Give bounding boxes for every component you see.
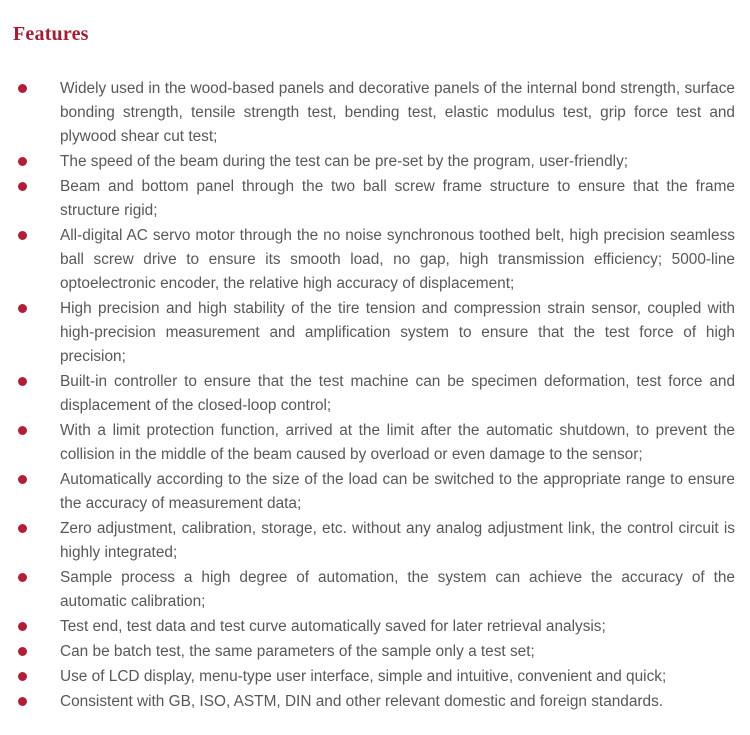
feature-text: Automatically according to the size of the load can be switched to the appropriate range to ensure the accuracy of measurement data; bbox=[60, 471, 735, 512]
bullet-icon bbox=[18, 231, 27, 240]
feature-item bbox=[60, 224, 735, 296]
bullet-icon bbox=[18, 697, 27, 706]
feature-item bbox=[60, 175, 735, 223]
feature-item bbox=[60, 297, 735, 369]
feature-text: Can be batch test, the same parameters of the sample only a test set; bbox=[60, 643, 535, 660]
feature-text: Built-in controller to ensure that the test machine can be specimen deformation, test force and displacement of the closed-loop control; bbox=[60, 373, 735, 414]
feature-item bbox=[60, 517, 735, 565]
bullet-icon bbox=[18, 84, 27, 93]
feature-item bbox=[60, 468, 735, 516]
feature-item bbox=[60, 566, 735, 614]
bullet-icon bbox=[18, 304, 27, 313]
feature-text: Use of LCD display, menu-type user interface, simple and intuitive, convenient and quick; bbox=[60, 668, 667, 685]
feature-text: Test end, test data and test curve automatically saved for later retrieval analysis; bbox=[60, 618, 606, 635]
feature-item bbox=[60, 77, 735, 149]
feature-text: Zero adjustment, calibration, storage, etc. without any analog adjustment link, the control circuit is highly integrated; bbox=[60, 520, 735, 561]
bullet-icon bbox=[18, 622, 27, 631]
features-list bbox=[0, 77, 735, 714]
feature-item bbox=[60, 640, 735, 664]
feature-text: Consistent with GB, ISO, ASTM, DIN and other relevant domestic and foreign standards. bbox=[60, 693, 664, 710]
feature-text: The speed of the beam during the test can be pre-set by the program, user-friendly; bbox=[60, 153, 629, 170]
feature-text: Sample process a high degree of automation, the system can achieve the accuracy of the automatic calibration; bbox=[60, 569, 735, 610]
feature-item bbox=[60, 150, 735, 174]
feature-item bbox=[60, 615, 735, 639]
bullet-icon bbox=[18, 672, 27, 681]
bullet-icon bbox=[18, 182, 27, 191]
feature-text: Widely used in the wood-based panels and decorative panels of the internal bond strength, surface bonding strength, tensile strength test, bending test, elastic modulus test, grip force test and plywood shear cut test; bbox=[60, 80, 735, 145]
feature-text: Beam and bottom panel through the two ball screw frame structure to ensure that the frame structure rigid; bbox=[60, 178, 735, 219]
bullet-icon bbox=[18, 475, 27, 484]
feature-text: With a limit protection function, arrived at the limit after the automatic shutdown, to prevent the collision in the middle of the beam caused by overload or even damage to the sensor; bbox=[60, 422, 735, 463]
page-title: Features bbox=[13, 23, 89, 45]
bullet-icon bbox=[18, 647, 27, 656]
bullet-icon bbox=[18, 524, 27, 533]
feature-text: All-digital AC servo motor through the no noise synchronous toothed belt, high precision seamless ball screw drive to ensure its smooth load, no gap, high transmission efficiency; 5000-line optoelectronic encoder, the relative high accuracy of displacement; bbox=[60, 227, 735, 292]
feature-item bbox=[60, 665, 735, 689]
bullet-icon bbox=[18, 426, 27, 435]
feature-item bbox=[60, 419, 735, 467]
bullet-icon bbox=[18, 573, 27, 582]
bullet-icon bbox=[18, 377, 27, 386]
feature-text: High precision and high stability of the tire tension and compression strain sensor, coupled with high-precision measurement and amplification system to ensure that the test force of high precision; bbox=[60, 300, 735, 365]
feature-item bbox=[60, 690, 735, 714]
bullet-icon bbox=[18, 157, 27, 166]
feature-item bbox=[60, 370, 735, 418]
